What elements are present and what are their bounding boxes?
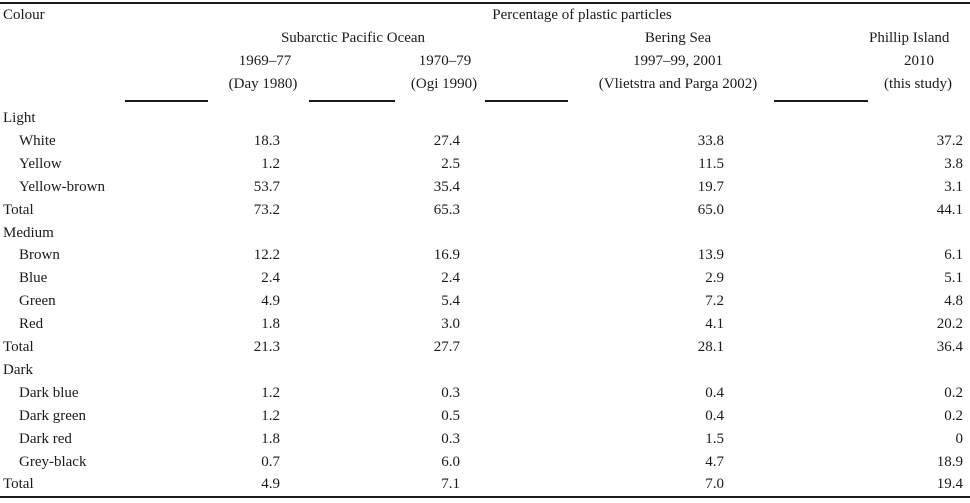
cell-value: 2.4 (441, 270, 460, 286)
region-bering: Bering Sea (644, 30, 712, 46)
cell-value: 0.4 (705, 408, 724, 424)
cell-value: 65.3 (433, 202, 460, 218)
cell-value: 19.4 (936, 476, 963, 492)
cell-value: 0.2 (944, 408, 963, 424)
cell-value: 65.0 (697, 202, 724, 218)
source-col2: (Ogi 1990) (410, 76, 478, 92)
cell-value: 7.0 (705, 476, 724, 492)
cell-value: 7.2 (705, 293, 724, 309)
cell-value: 35.4 (433, 179, 460, 195)
total-label: Total (3, 339, 34, 355)
header-rule-segment (774, 100, 868, 102)
cell-value: 0.5 (441, 408, 460, 424)
period-col3: 1997–99, 2001 (633, 53, 723, 69)
header-rule-segment (485, 100, 568, 102)
cell-value: 0.3 (441, 431, 460, 447)
cell-value: 0 (955, 431, 963, 447)
cell-value: 19.7 (697, 179, 724, 195)
cell-value: 3.8 (944, 156, 963, 172)
cell-value: 0.3 (441, 385, 460, 401)
cell-value: 18.9 (936, 454, 963, 470)
cell-value: 5.1 (944, 270, 963, 286)
cell-value: 44.1 (936, 202, 963, 218)
group-label: Medium (3, 225, 54, 241)
cell-value: 1.8 (261, 431, 280, 447)
source-col4: (this study) (884, 76, 952, 92)
total-label: Total (3, 202, 34, 218)
cell-value: 6.0 (441, 454, 460, 470)
cell-value: 12.2 (253, 247, 280, 263)
source-col1: (Day 1980) (228, 76, 298, 92)
cell-value: 13.9 (697, 247, 724, 263)
cell-value: 0.7 (261, 454, 280, 470)
total-label: Total (3, 476, 34, 492)
cell-value: 1.2 (261, 385, 280, 401)
row-label: Yellow (19, 156, 62, 172)
cell-value: 2.4 (261, 270, 280, 286)
cell-value: 1.2 (261, 408, 280, 424)
cell-value: 7.1 (441, 476, 460, 492)
row-label: Dark blue (19, 385, 79, 401)
cell-value: 6.1 (944, 247, 963, 263)
cell-value: 20.2 (936, 316, 963, 332)
bottom-rule (0, 496, 970, 498)
cell-value: 21.3 (253, 339, 280, 355)
region-subarctic: Subarctic Pacific Ocean (280, 30, 426, 46)
row-label: Dark green (19, 408, 87, 424)
cell-value: 28.1 (697, 339, 724, 355)
source-col3: (Vlietstra and Parga 2002) (598, 76, 758, 92)
period-col1: 1969–77 (238, 53, 292, 69)
group-label: Light (3, 110, 36, 126)
cell-value: 0.2 (944, 385, 963, 401)
cell-value: 1.5 (705, 431, 724, 447)
row-label: Green (19, 293, 56, 309)
cell-value: 1.8 (261, 316, 280, 332)
row-label: Brown (19, 247, 60, 263)
group-label: Dark (3, 362, 33, 378)
cell-value: 1.2 (261, 156, 280, 172)
cell-value: 11.5 (698, 156, 724, 172)
cell-value: 18.3 (253, 133, 280, 149)
cell-value: 0.4 (705, 385, 724, 401)
region-phillip: Phillip Island (869, 30, 950, 46)
period-col2: 1970–79 (418, 53, 472, 69)
cell-value: 4.7 (705, 454, 724, 470)
row-label: Grey-black (19, 454, 87, 470)
cell-value: 33.8 (697, 133, 724, 149)
cell-value: 4.8 (944, 293, 963, 309)
cell-value: 27.7 (433, 339, 460, 355)
cell-value: 2.9 (705, 270, 724, 286)
cell-value: 37.2 (936, 133, 963, 149)
cell-value: 3.1 (944, 179, 963, 195)
cell-value: 4.9 (261, 293, 280, 309)
colour-header: Colour (3, 7, 45, 23)
cell-value: 36.4 (936, 339, 963, 355)
cell-value: 3.0 (441, 316, 460, 332)
cell-value: 53.7 (253, 179, 280, 195)
cell-value: 4.1 (705, 316, 724, 332)
cell-value: 27.4 (433, 133, 460, 149)
cell-value: 2.5 (441, 156, 460, 172)
header-rule-segment (309, 100, 395, 102)
row-label: Blue (19, 270, 48, 286)
cell-value: 5.4 (441, 293, 460, 309)
top-rule (0, 2, 970, 4)
percentage-header: Percentage of plastic particles (492, 7, 672, 23)
row-label: Red (19, 316, 44, 332)
row-label: Dark red (19, 431, 72, 447)
header-rule-segment (125, 100, 208, 102)
cell-value: 16.9 (433, 247, 460, 263)
row-label: White (19, 133, 56, 149)
cell-value: 73.2 (253, 202, 280, 218)
period-col4: 2010 (904, 53, 934, 69)
cell-value: 4.9 (261, 476, 280, 492)
row-label: Yellow-brown (19, 179, 105, 195)
